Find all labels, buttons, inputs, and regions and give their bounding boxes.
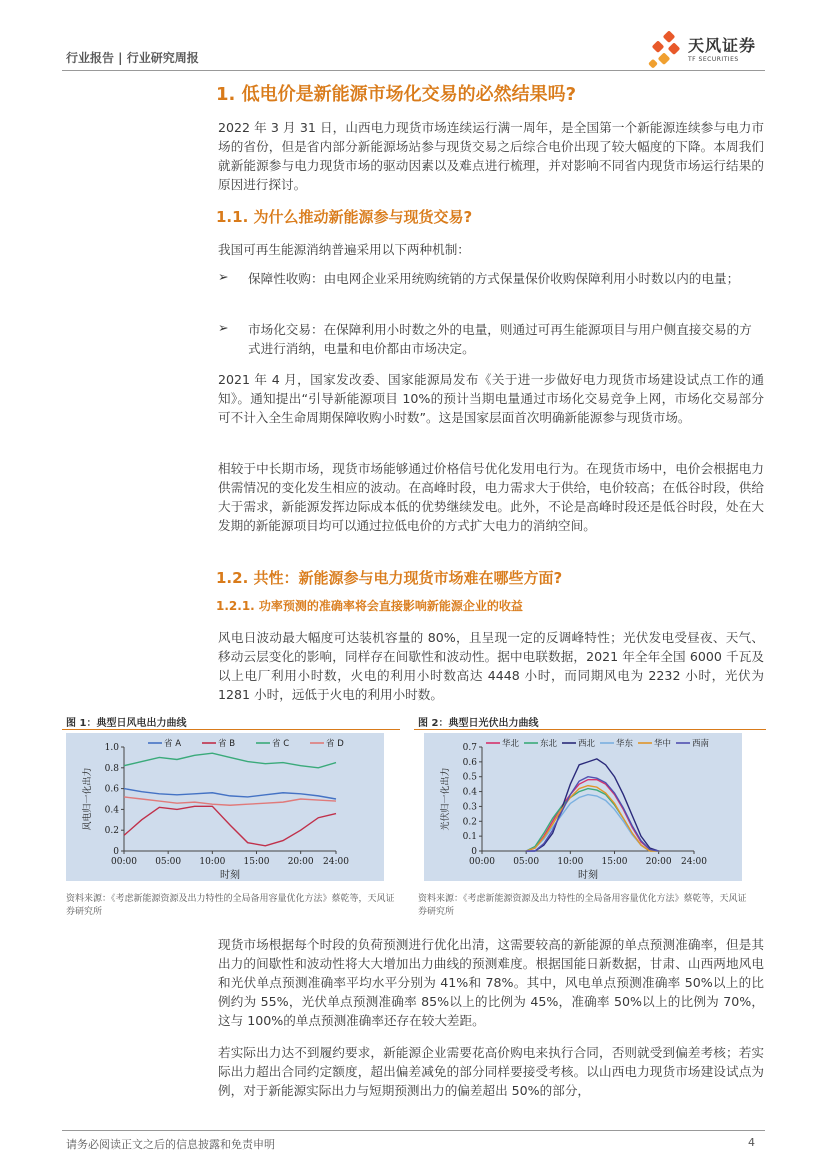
footer-divider — [62, 1130, 765, 1131]
brand-logo — [648, 30, 768, 72]
legend-label: 华中 — [654, 739, 672, 749]
figure-2-title: 图 2：典型日光伏出力曲线 — [418, 718, 539, 729]
series-line-省 C — [124, 753, 336, 768]
solar-output-chart — [424, 733, 742, 881]
x-axis-label: 时刻 — [578, 870, 598, 881]
bullet-marker: ➢ — [218, 269, 229, 284]
y-tick-label: 0.6 — [462, 757, 477, 768]
x-axis-label: 时刻 — [220, 870, 240, 881]
y-tick-label: 0 — [113, 847, 119, 857]
series-line-省 A — [124, 789, 336, 799]
figure-1-rule — [62, 729, 400, 730]
y-tick-label: 0.2 — [462, 817, 477, 828]
x-tick-label: 05:00 — [155, 857, 182, 867]
y-tick-label: 0.6 — [104, 784, 119, 795]
x-tick-label: 20:00 — [287, 857, 314, 867]
y-tick-label: 0 — [471, 847, 477, 857]
legend-label: 省 C — [272, 739, 290, 749]
y-tick-label: 0.4 — [104, 805, 119, 816]
section-1-title: 1. 低电价是新能源市场化交易的必然结果吗? — [216, 84, 577, 105]
x-tick-label: 00:00 — [111, 857, 137, 867]
y-tick-label: 0.1 — [462, 832, 477, 843]
x-tick-label: 24:00 — [681, 857, 707, 867]
series-line-省 B — [124, 806, 336, 846]
figure-2-rule — [414, 729, 766, 730]
y-axis-label: 风电归一化出力 — [83, 767, 93, 831]
bullet-item: 市场化交易：在保障利用小时数之外的电量，则通过可再生能源项目与用户侧直接交易的方式进行消纳，电量和电价都由市场决定。 — [248, 322, 752, 356]
figure-2-source: 资料来源：《考虑新能源资源及出力特性的全局备用容量优化方法》蔡乾等，天风证券研究所 — [418, 894, 747, 917]
solar-output-chart-svg — [424, 733, 742, 881]
x-tick-label: 10:00 — [557, 857, 584, 867]
section-1-1-para-3: 相较于中长期市场，现货市场能够通过价格信号优化发用电行为。在现货市场中，电价会根据电力供需情况的变化发生相应的波动。在高峰时段，电力需求大于供给，电价较高；在低谷时段，供给大于需求，新能源发挥边际成本低的优势继续发电。此外，不论是高峰时段还是低谷时段，处在大发期的新能源项目均可以通过拉低电价的方式扩大电力的消纳空间。 — [218, 461, 764, 533]
series-line-省 D — [124, 797, 336, 805]
footer-disclaimer: 请务必阅读正文之后的信息披露和免责申明 — [66, 1138, 275, 1151]
y-tick-label: 1.0 — [104, 743, 119, 753]
wind-output-chart — [66, 733, 384, 881]
y-tick-label: 0.5 — [462, 772, 477, 783]
section-1-intro: 2022 年 3 月 31 日，山西电力现货市场连续运行满一周年，是全国第一个新能源连续参与电力市场的省份，但是省内部分新能源场站参与现货交易之后综合电价出现了较大幅度的下降。本周我们就新能源参与电力现货市场的驱动因素以及难点进行梳理，并对影响不同省内现货市场运行结果的原因进行探讨。 — [218, 120, 764, 192]
header-divider — [62, 70, 765, 71]
x-tick-label: 24:00 — [323, 857, 349, 867]
section-1-2-title: 1.2. 共性：新能源参与电力现货市场难在哪些方面? — [216, 569, 563, 587]
legend-label: 省 B — [218, 739, 236, 749]
legend-label: 西北 — [578, 739, 596, 749]
legend-label: 省 D — [326, 739, 344, 749]
brand-sub: TF SECURITIES — [688, 56, 739, 63]
y-tick-label: 0.7 — [462, 743, 477, 753]
y-tick-label: 0.8 — [104, 763, 119, 774]
x-tick-label: 15:00 — [601, 857, 628, 867]
figure-1-title: 图 1：典型日风电出力曲线 — [66, 718, 187, 729]
legend-label: 华北 — [502, 739, 520, 749]
report-category: 行业报告 | 行业研究周报 — [66, 51, 199, 65]
legend-label: 西南 — [692, 739, 710, 749]
y-tick-label: 0.2 — [104, 826, 119, 837]
x-tick-label: 10:00 — [199, 857, 226, 867]
series-line-西南 — [526, 777, 659, 851]
legend-label: 省 A — [164, 739, 182, 749]
wind-output-chart-svg — [66, 733, 384, 881]
x-tick-label: 05:00 — [513, 857, 540, 867]
y-axis-label: 光伏归一化出力 — [441, 767, 451, 831]
x-tick-label: 20:00 — [645, 857, 672, 867]
y-tick-label: 0.4 — [462, 787, 477, 798]
x-tick-label: 00:00 — [469, 857, 495, 867]
legend-label: 东北 — [540, 739, 558, 749]
bullet-item: 保障性收购：由电网企业采用统购统销的方式保量保价收购保障利用小时数以内的电量； — [248, 271, 740, 286]
bullet-marker: ➢ — [218, 320, 229, 335]
section-1-2-para-3: 若实际出力达不到履约要求，新能源企业需要花高价购电来执行合同，否则就受到偏差考核；若实际出力超出合同约定额度，超出偏差减免的部分同样要接受考核。以山西电力现货市场建设试点为例，对于新能源实际出力与短期预测出力的偏差超出 50%的部分， — [218, 1045, 764, 1098]
section-1-2-1-title: 1.2.1. 功率预测的准确率将会直接影响新能源企业的收益 — [216, 599, 523, 613]
brand-name: 天风证券 — [688, 36, 757, 55]
section-1-1-title: 1.1. 为什么推动新能源参与现货交易? — [216, 208, 473, 226]
y-tick-label: 0.3 — [462, 802, 477, 813]
brand-logo-icon — [648, 30, 686, 72]
x-tick-label: 15:00 — [243, 857, 270, 867]
section-1-2-para-1: 风电日波动最大幅度可达装机容量的 80%，且呈现一定的反调峰特性；光伏发电受昼夜、天气、移动云层变化的影响，同样存在间歇性和波动性。据中电联数据，2021 年全年全国 6000 千瓦及以上电厂利用小时数，火电的利用小时数高达 4448 小时，而同期风电为 2232 小时，光伏为 1281 小时，远低于火电的利用小时数。 — [218, 630, 764, 702]
legend-label: 华东 — [616, 739, 634, 749]
section-1-2-para-2: 现货市场根据每个时段的负荷预测进行优化出清，这需要较高的新能源的单点预测准确率，但是其出力的间歇性和波动性将大大增加出力曲线的预测难度。根据国能日新数据，甘肃、山西两地风电和光伏单点预测准确率平均水平分别为 41%和 78%。其中，风电单点预测准确率 50%以上的比例约为 55%，光伏单点预测准确率 85%以上的比例为 45%，准确率 50%以上的比例为 70%，这与 100%的单点预测准确率还存在较大差距。 — [218, 937, 764, 1028]
section-1-1-para-2: 2021 年 4 月，国家发改委、国家能源局发布《关于进一步做好电力现货市场建设试点工作的通知》。通知提出“引导新能源项目 10%的预计当期电量通过市场化交易竞争上网，市场化交易部分可不计入全生命周期保障收购小时数”。这是国家层面首次明确新能源参与现货市场。 — [218, 372, 764, 425]
page-number: 4 — [748, 1136, 755, 1149]
section-1-1-para-1: 我国可再生能源消纳普遍采用以下两种机制： — [218, 242, 470, 257]
figure-1-source: 资料来源：《考虑新能源资源及出力特性的全局备用容量优化方法》蔡乾等，天风证券研究所 — [66, 894, 395, 917]
